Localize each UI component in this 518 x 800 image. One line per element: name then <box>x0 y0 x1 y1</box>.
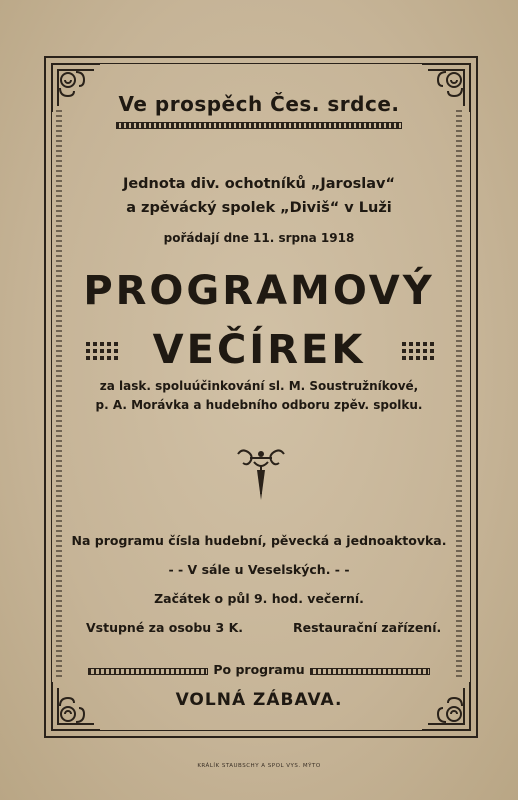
printer-imprint: KRÁLÍK STAUBSCHY A SPOL VYS. MÝTO <box>197 763 321 769</box>
cooperation-line-1: za lask. spoluúčinkování sl. M. Soustružníkové, <box>99 379 419 393</box>
organizer-line-1: Jednota div. ochotníků „Jaroslav“ <box>122 176 396 192</box>
event-date: pořádají dne 11. srpna 1918 <box>163 231 355 245</box>
fleuron-icon <box>234 446 288 502</box>
title-line-1: PROGRAMOVÝ <box>83 268 435 314</box>
motto-underline-ornament <box>116 122 402 129</box>
motto-heading: Ve prospěch Čes. srdce. <box>118 92 400 116</box>
title-line-2: VEČÍREK <box>152 327 366 373</box>
free-dance-heading: VOLNÁ ZÁBAVA. <box>175 690 343 710</box>
left-dot-ornament <box>86 342 118 364</box>
organizer-line-2: a zpěvácký spolek „Diviš“ v Luži <box>126 200 392 216</box>
after-program-label: Po programu <box>213 662 305 677</box>
right-dot-ornament <box>402 342 434 364</box>
admission-fee: Vstupné za osobu 3 K. <box>86 620 244 635</box>
venue-line: - - V sále u Veselských. - - <box>168 562 350 577</box>
start-time: Začátek o půl 9. hod. večerní. <box>154 591 364 606</box>
cooperation-line-2: p. A. Morávka a hudebního odboru zpěv. spolku. <box>95 398 423 412</box>
program-description: Na programu čísla hudební, pěvecká a jednoaktovka. <box>71 533 447 548</box>
refreshments-note: Restaurační zařízení. <box>293 620 442 635</box>
